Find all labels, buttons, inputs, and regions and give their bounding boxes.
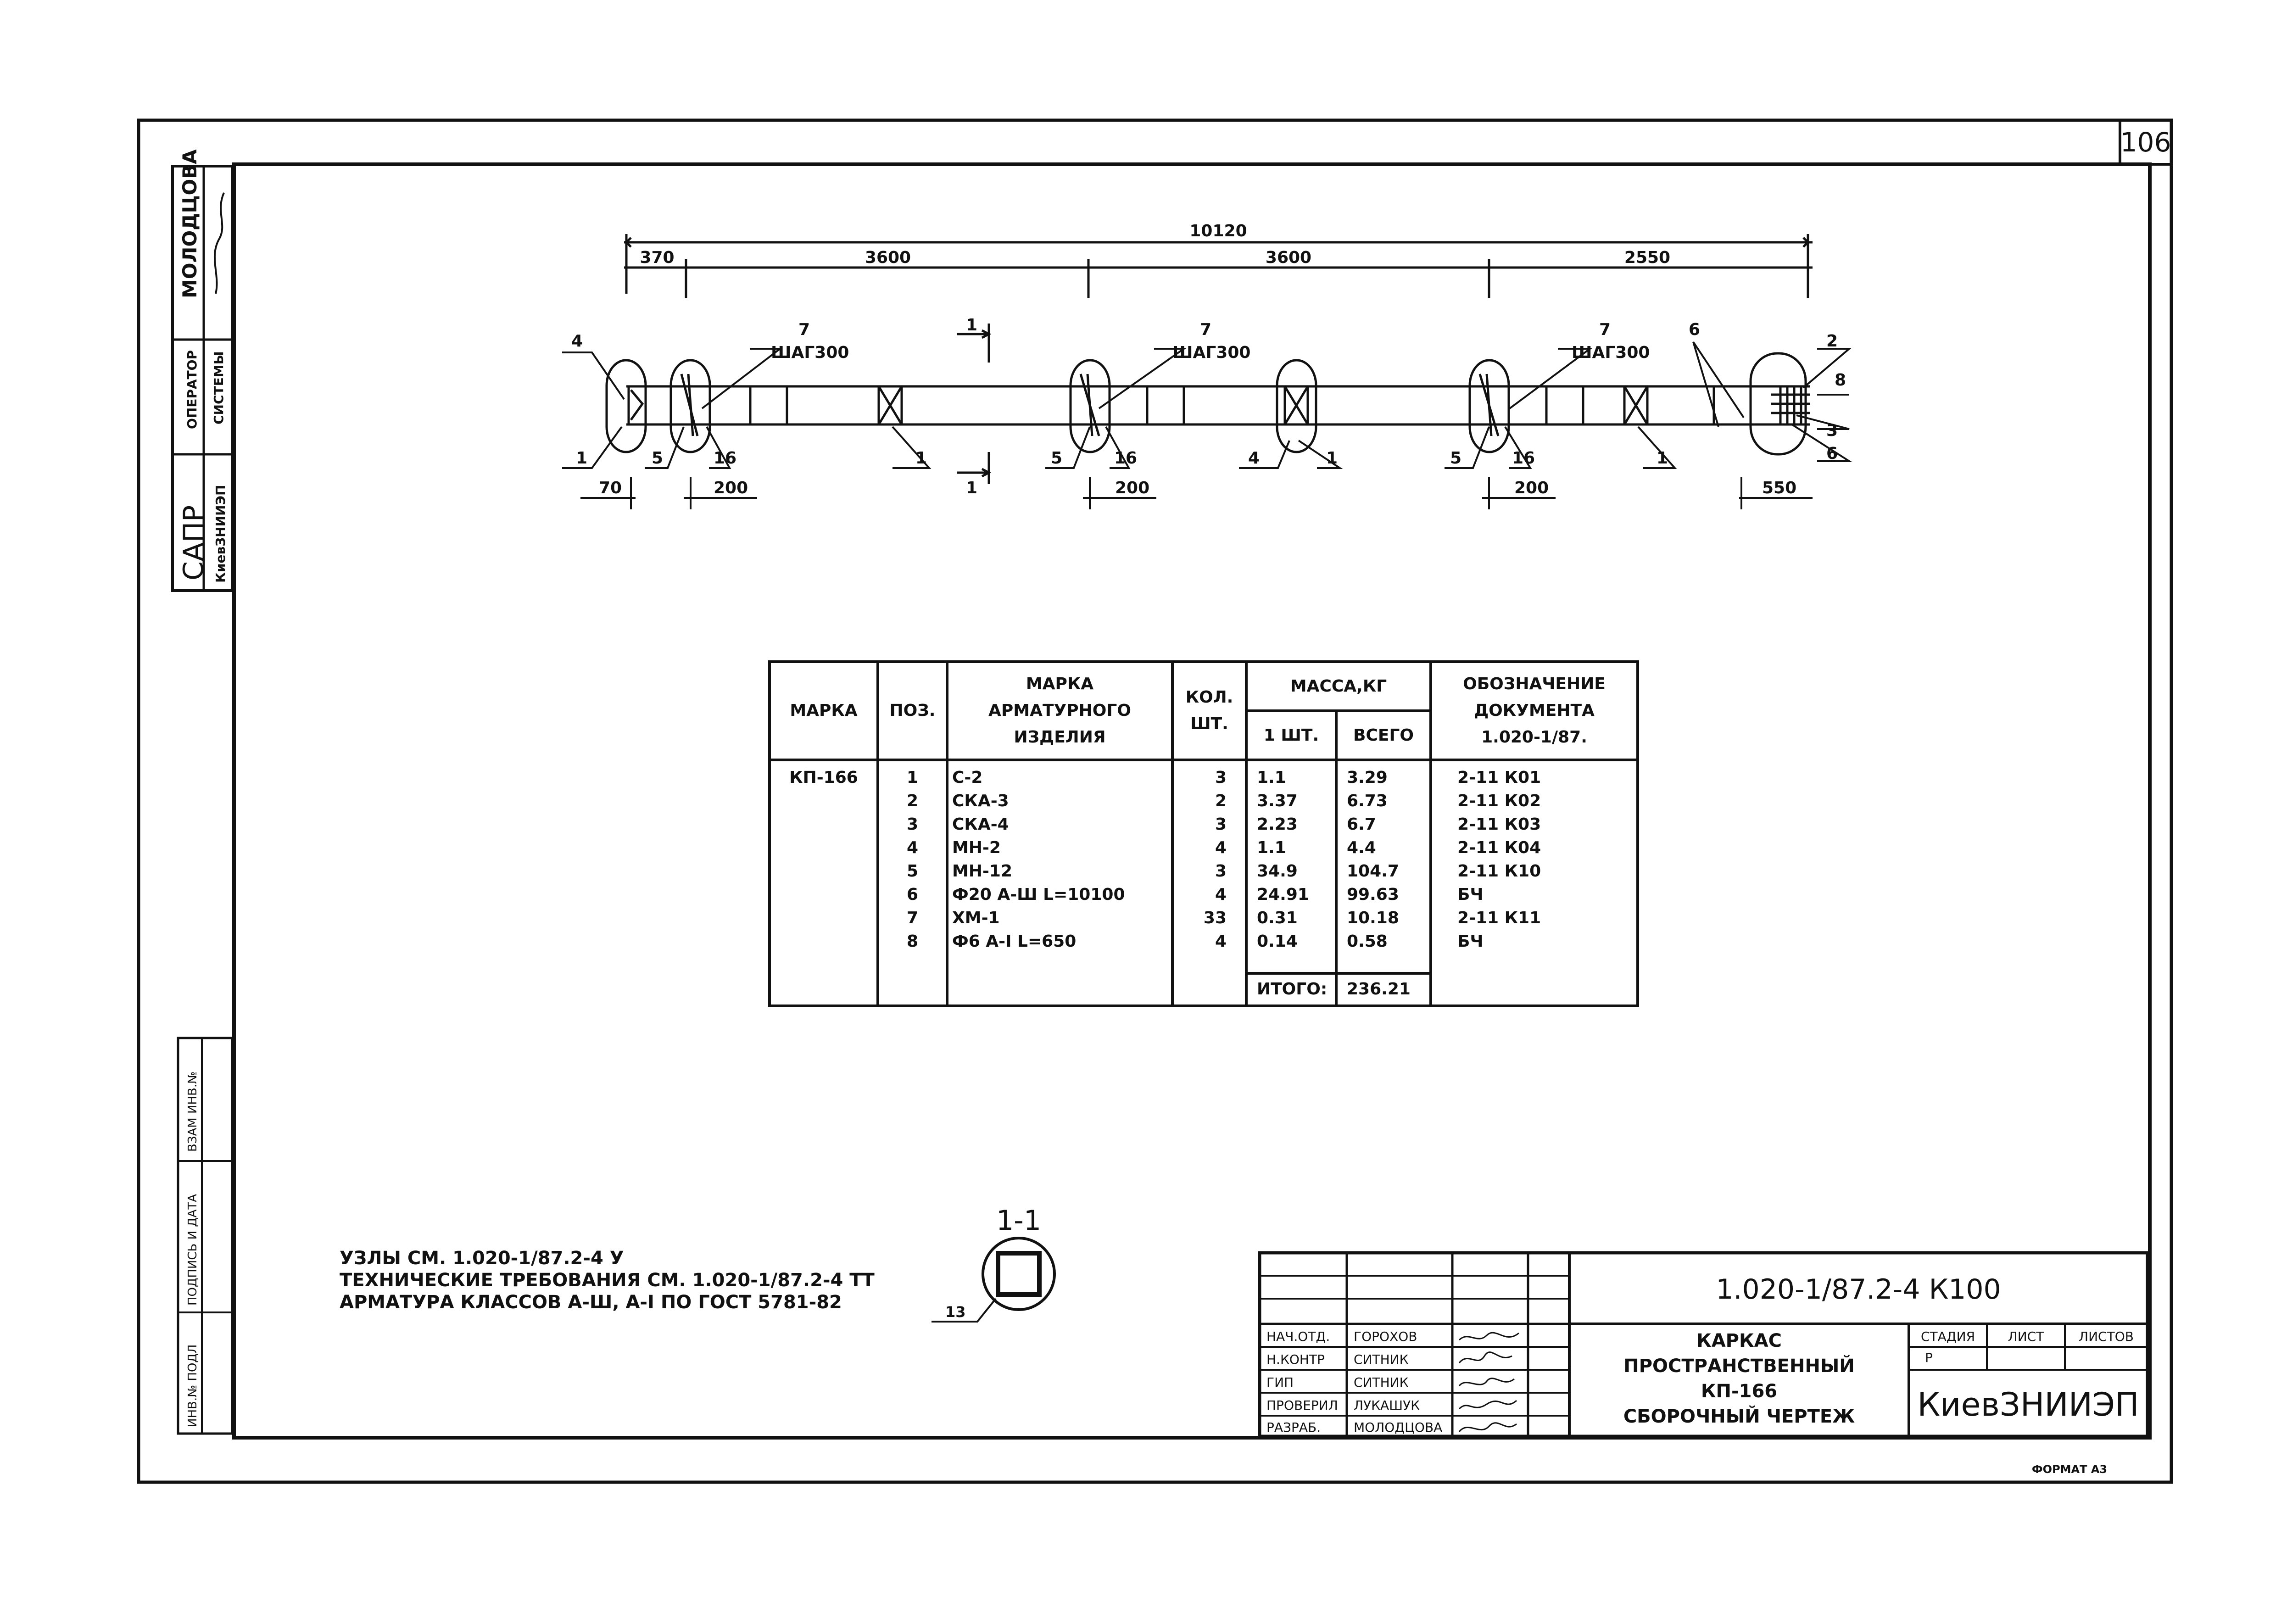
section-mark-top: 1 xyxy=(966,316,978,335)
cell-item: СКА-3 xyxy=(952,792,1009,810)
col-header-kol-2: ШТ. xyxy=(1190,714,1228,733)
cell-poz: 1 xyxy=(906,768,919,787)
mark-5-a: 5 xyxy=(652,449,664,468)
col-header-izdelie-2: АРМАТУРНОГО xyxy=(988,701,1131,720)
signers xyxy=(1266,1329,1442,1435)
cell-doc: 2-11 К01 xyxy=(1457,768,1541,787)
section-title: 1-1 xyxy=(996,1205,1041,1237)
cell-qty: 3 xyxy=(1215,862,1227,881)
cell-mass1: 24.91 xyxy=(1257,885,1309,904)
side-sapr: САПР xyxy=(178,505,210,580)
sheet-label: ЛИСТ xyxy=(2008,1329,2044,1344)
col-header-izdelie-3: ИЗДЕЛИЯ xyxy=(1014,728,1106,747)
cell-doc: 2-11 К10 xyxy=(1457,862,1541,881)
side-org: КиевЗНИИЭП xyxy=(213,485,228,583)
dim-seg-c: 3600 xyxy=(1265,248,1312,267)
cell-total: 4.4 xyxy=(1347,838,1376,857)
mark-1-b: 1 xyxy=(915,449,927,468)
col-qty xyxy=(1172,760,1246,1006)
cell-poz: 5 xyxy=(906,862,919,881)
side-inv: ИНВ.№ ПОДЛ xyxy=(186,1344,200,1427)
signer-name: ЛУКАШУК xyxy=(1354,1398,1420,1413)
dim-70: 70 xyxy=(599,479,622,497)
step-a: ШАГ300 xyxy=(771,343,849,362)
signature-4 xyxy=(1459,1401,1517,1409)
cell-poz: 7 xyxy=(906,909,919,927)
col-header-doc xyxy=(1431,662,1638,760)
format-label: ФОРМАТ А3 xyxy=(2031,1463,2108,1476)
stage-value: Р xyxy=(1925,1350,1933,1365)
mark-5-b: 5 xyxy=(1051,449,1063,468)
side-author: МОЛОДЦОВА xyxy=(178,149,201,298)
cell-total: 99.63 xyxy=(1347,885,1399,904)
step-b: ШАГ300 xyxy=(1172,343,1251,362)
signer-role: РАЗРАБ. xyxy=(1266,1420,1321,1435)
dim-200-3: 200 xyxy=(1514,479,1549,497)
col-mass1 xyxy=(1246,760,1336,973)
sheets-label: ЛИСТОВ xyxy=(2079,1329,2134,1344)
cell-doc: БЧ xyxy=(1457,885,1484,904)
signature-2 xyxy=(1459,1352,1512,1363)
mark-16-d: 16 xyxy=(1512,449,1535,468)
note-line-2: ТЕХНИЧЕСКИЕ ТРЕБОВАНИЯ СМ. 1.020-1/87.2-4 ТТ xyxy=(340,1270,875,1291)
cell-doc: 2-11 К03 xyxy=(1457,815,1541,834)
signature-5 xyxy=(1459,1423,1517,1432)
cell-item: МН-2 xyxy=(952,838,1001,857)
side-stamp-lower xyxy=(178,1038,232,1434)
mark-8: 8 xyxy=(1835,371,1846,390)
cell-mass1: 0.31 xyxy=(1257,909,1298,927)
cell-total: 0.58 xyxy=(1347,932,1388,951)
cell-total: 10.18 xyxy=(1347,909,1399,927)
col-header-mass1: 1 ШТ. xyxy=(1246,711,1336,760)
cell-total: 6.7 xyxy=(1347,815,1376,834)
side-operator: ОПЕРАТОР xyxy=(184,350,200,429)
dim-550: 550 xyxy=(1762,479,1797,497)
cell-marka: КП-166 xyxy=(770,760,878,1006)
col-item xyxy=(947,760,1172,1006)
signer-role: ГИП xyxy=(1266,1375,1294,1390)
dim-total: 10120 xyxy=(1189,222,1247,240)
col-header-doc-3: 1.020-1/87. xyxy=(1481,728,1587,747)
col-total xyxy=(1336,760,1431,973)
cell-total: 6.73 xyxy=(1347,792,1388,810)
dim-200-1: 200 xyxy=(714,479,748,497)
cell-poz: 8 xyxy=(906,932,919,951)
signer-name: СИТНИК xyxy=(1354,1375,1409,1390)
mark-6-bottom: 6 xyxy=(1826,444,1838,463)
mark-16-b: 16 xyxy=(1114,449,1138,468)
col-header-izdelie-1: МАРКА xyxy=(1026,675,1094,693)
cell-poz: 6 xyxy=(906,885,919,904)
mark-7-d: 7 xyxy=(1599,320,1611,339)
mark-13: 13 xyxy=(945,1303,966,1321)
page-number: 106 xyxy=(2120,127,2171,158)
title-line-4: СБОРОЧНЫЙ ЧЕРТЕЖ xyxy=(1623,1406,1855,1427)
cell-item: С-2 xyxy=(952,768,983,787)
mark-4-left: 4 xyxy=(571,332,583,351)
cell-item: ХМ-1 xyxy=(952,909,1000,927)
cell-mass1: 0.14 xyxy=(1257,932,1298,951)
col-header-kol-1: КОЛ. xyxy=(1185,688,1233,707)
cell-poz: 4 xyxy=(906,838,919,857)
col-header-kol xyxy=(1172,662,1246,760)
step-d: ШАГ300 xyxy=(1572,343,1650,362)
itogo-label: ИТОГО: xyxy=(1246,973,1336,1006)
cell-doc: 2-11 К02 xyxy=(1457,792,1541,810)
cell-poz: 3 xyxy=(906,815,919,834)
org-name: КиевЗНИИЭП xyxy=(1917,1386,2139,1423)
signer-role: НАЧ.ОТД. xyxy=(1266,1329,1330,1344)
mark-6-top: 6 xyxy=(1689,320,1701,339)
side-system: СИСТЕМЫ xyxy=(211,351,226,424)
col-header-marka: МАРКА xyxy=(770,662,878,760)
mark-4-c: 4 xyxy=(1248,449,1260,468)
side-vzam: ВЗАМ ИНВ.№ xyxy=(186,1071,200,1152)
cell-mass1: 1.1 xyxy=(1257,768,1286,787)
col-header-massa: МАССА,КГ xyxy=(1246,662,1431,711)
dim-seg-b: 3600 xyxy=(865,248,911,267)
cell-item: МН-12 xyxy=(952,862,1012,881)
doc-code: 1.020-1/87.2-4 К100 xyxy=(1716,1273,2001,1306)
col-header-poz: ПОЗ. xyxy=(878,662,947,760)
title-line-3: КП-166 xyxy=(1701,1381,1778,1402)
signer-name: СИТНИК xyxy=(1354,1352,1409,1367)
cell-qty: 3 xyxy=(1215,815,1227,834)
mark-3: 3 xyxy=(1826,421,1838,440)
cell-qty: 3 xyxy=(1215,768,1227,787)
mark-7-a: 7 xyxy=(798,320,810,339)
side-signature xyxy=(215,193,224,294)
cell-qty: 33 xyxy=(1203,909,1227,927)
title-line-2: ПРОСТРАНСТВЕННЫЙ xyxy=(1623,1356,1855,1377)
cell-qty: 4 xyxy=(1215,932,1227,951)
cell-total: 104.7 xyxy=(1347,862,1399,881)
stage-label: СТАДИЯ xyxy=(1920,1329,1975,1344)
title-line-1: КАРКАС xyxy=(1696,1330,1782,1351)
col-header-doc-2: ДОКУМЕНТА xyxy=(1474,701,1595,720)
dim-seg-d: 2550 xyxy=(1624,248,1671,267)
itogo-value: 236.21 xyxy=(1336,973,1431,1006)
dim-200-2: 200 xyxy=(1115,479,1150,497)
signer-role: Н.КОНТР xyxy=(1266,1352,1325,1367)
cell-doc: 2-11 К04 xyxy=(1457,838,1541,857)
dim-seg-a: 370 xyxy=(640,248,675,267)
cell-mass1: 2.23 xyxy=(1257,815,1298,834)
cell-item: Ф6 А-I L=650 xyxy=(952,932,1077,951)
spec-table xyxy=(768,660,1639,1007)
cell-qty: 4 xyxy=(1215,838,1227,857)
cell-item: СКА-4 xyxy=(952,815,1009,834)
note-line-1: УЗЛЫ СМ. 1.020-1/87.2-4 У xyxy=(340,1248,624,1269)
cell-poz: 2 xyxy=(906,792,919,810)
mark-2: 2 xyxy=(1826,332,1838,351)
cell-qty: 4 xyxy=(1215,885,1227,904)
col-header-mass-all: ВСЕГО xyxy=(1336,711,1431,760)
mark-7-b: 7 xyxy=(1200,320,1212,339)
mark-1-c: 1 xyxy=(1326,449,1338,468)
notes xyxy=(340,1247,875,1313)
lower-dims xyxy=(580,477,1813,509)
signer-name: МОЛОДЦОВА xyxy=(1354,1420,1443,1435)
mark-1-e: 1 xyxy=(1657,449,1668,468)
signature-3 xyxy=(1459,1378,1514,1386)
cell-mass1: 3.37 xyxy=(1257,792,1298,810)
cell-total: 3.29 xyxy=(1347,768,1388,787)
signer-name: ГОРОХОВ xyxy=(1354,1329,1417,1344)
cell-doc: БЧ xyxy=(1457,932,1484,951)
signature-1 xyxy=(1459,1333,1519,1340)
mark-16-a: 16 xyxy=(714,449,737,468)
cell-mass1: 1.1 xyxy=(1257,838,1286,857)
side-podpis: ПОДПИСЬ И ДАТА xyxy=(186,1194,200,1306)
note-line-3: АРМАТУРА КЛАССОВ А-Ш, А-I ПО ГОСТ 5781-82 xyxy=(340,1292,842,1313)
col-header-doc-1: ОБОЗНАЧЕНИЕ xyxy=(1463,675,1606,693)
cell-item: Ф20 А-Ш L=10100 xyxy=(952,885,1125,904)
cell-qty: 2 xyxy=(1215,792,1227,810)
col-doc xyxy=(1431,760,1638,1006)
side-stamp xyxy=(173,149,232,591)
section-mark-bottom: 1 xyxy=(966,479,978,497)
cell-doc: 2-11 К11 xyxy=(1457,909,1541,927)
col-header-izdelie xyxy=(947,662,1172,760)
cell-mass1: 34.9 xyxy=(1257,862,1298,881)
signer-role: ПРОВЕРИЛ xyxy=(1266,1398,1338,1413)
col-poz xyxy=(878,760,947,1006)
mark-1-left: 1 xyxy=(576,449,588,468)
mark-5-d: 5 xyxy=(1450,449,1462,468)
